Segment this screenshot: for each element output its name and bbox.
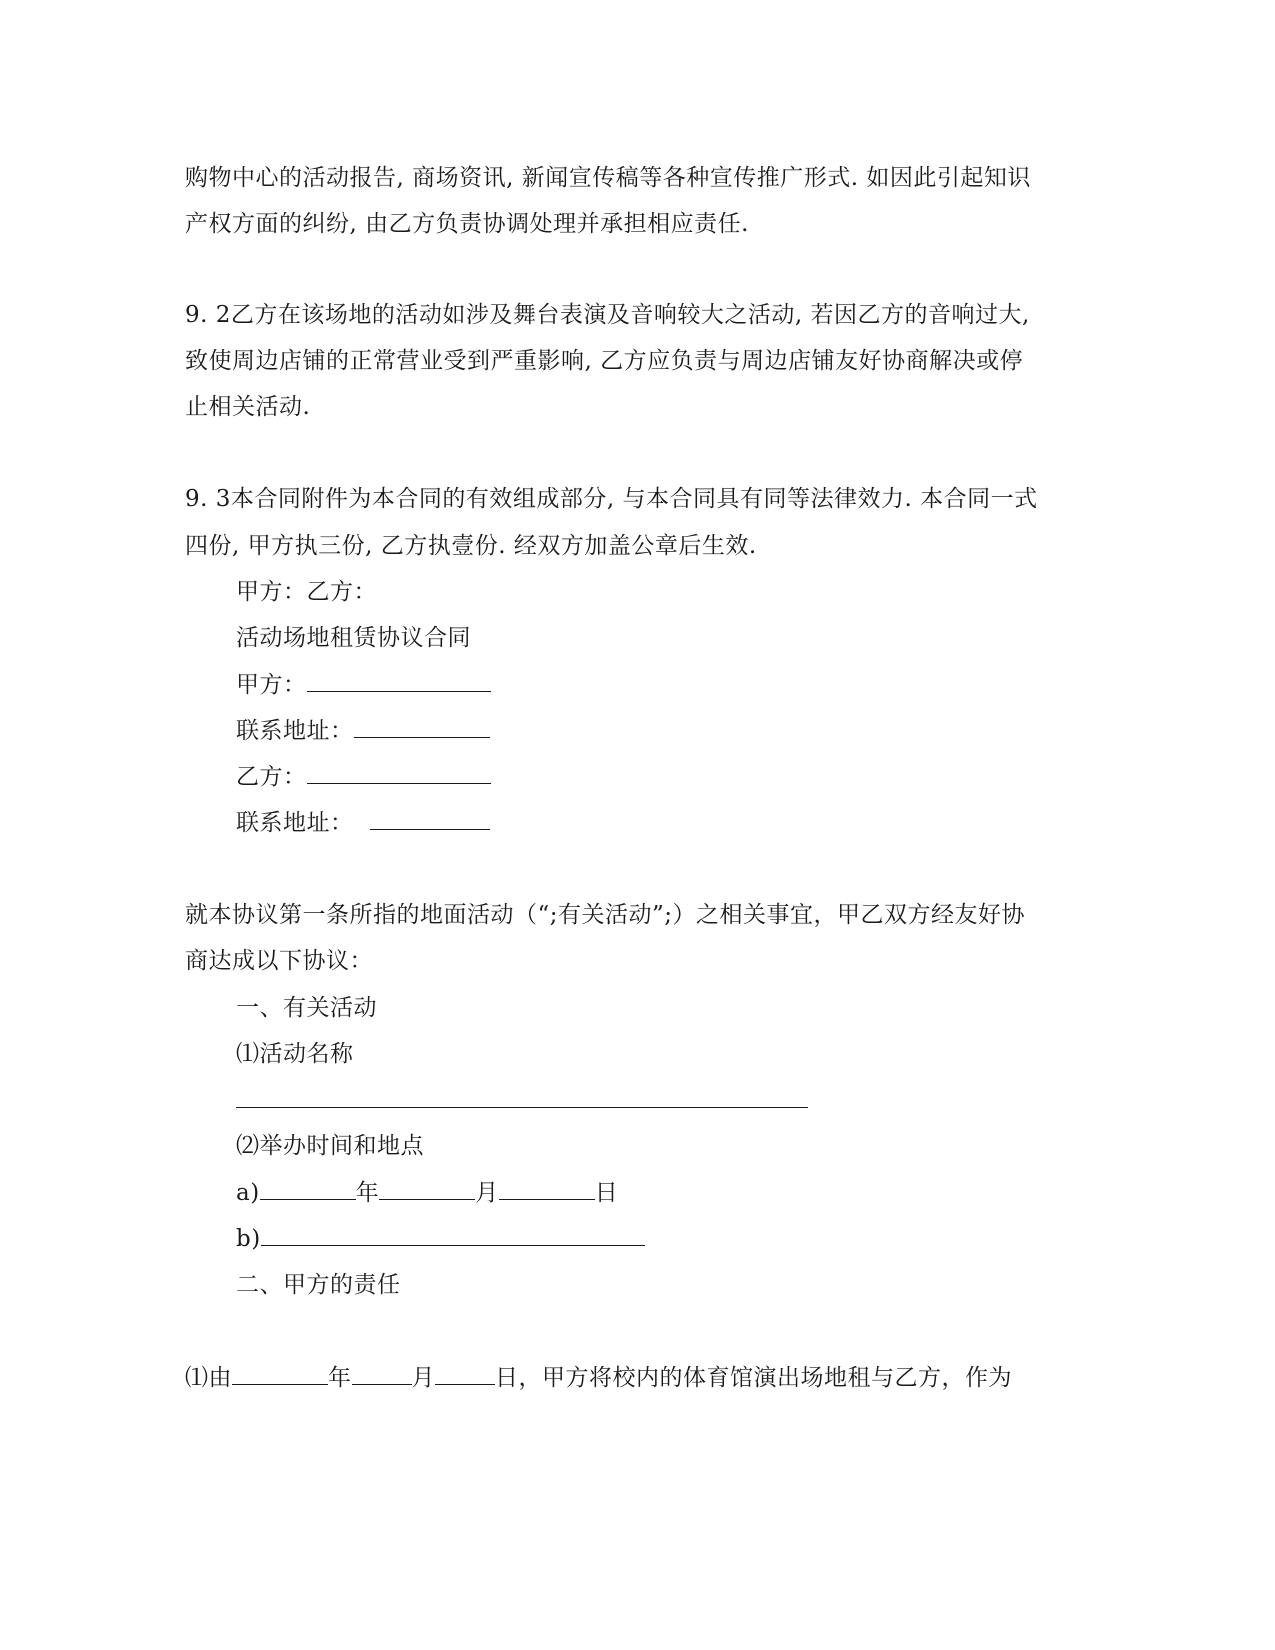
- year-label: 年: [355, 1180, 380, 1206]
- paragraph-line: 9. 2乙方在该场地的活动如涉及舞台表演及音响较大之活动, 若因乙方的音响过大,: [185, 302, 1030, 328]
- month-blank[interactable]: [379, 1177, 475, 1200]
- lease-day-blank[interactable]: [435, 1362, 495, 1385]
- address-b-row: [236, 807, 490, 838]
- signature-parties: 甲方：乙方：: [236, 579, 377, 605]
- party-a-label: 甲方：: [236, 672, 307, 698]
- paragraph-line: 产权方面的纠纷, 由乙方负责协调处理并承担相应责任.: [185, 211, 749, 237]
- lease-date-row: [185, 1362, 1012, 1393]
- address-b-label: 联系地址：: [236, 810, 354, 836]
- year-blank[interactable]: [260, 1177, 356, 1200]
- party-b-row: [236, 761, 491, 792]
- activity-name-label: ⑴活动名称: [236, 1041, 354, 1067]
- section-heading: 一、有关活动: [236, 995, 377, 1021]
- month-label: 月: [475, 1180, 499, 1206]
- lease-day-text: 日，甲方将校内的体育馆演出场地租与乙方，作为: [495, 1365, 1012, 1391]
- date-row: [236, 1177, 618, 1208]
- time-place-label: ⑵举办时间和地点: [236, 1133, 424, 1159]
- party-a-blank[interactable]: [307, 669, 491, 692]
- lease-prefix: ⑴由: [185, 1365, 232, 1391]
- lease-month-blank[interactable]: [352, 1362, 412, 1385]
- lease-year-blank[interactable]: [232, 1362, 328, 1385]
- party-b-label: 乙方：: [236, 764, 307, 790]
- paragraph-line: 商达成以下协议：: [185, 948, 373, 974]
- party-b-blank[interactable]: [307, 761, 491, 784]
- paragraph-line: 致使周边店铺的正常营业受到严重影响, 乙方应负责与周边店铺友好协商解决或停: [185, 348, 1024, 374]
- activity-name-row: [236, 1085, 808, 1116]
- paragraph-line: 购物中心的活动报告, 商场资讯, 新闻宣传稿等各种宣传推广形式. 如因此引起知识: [185, 165, 1031, 191]
- lease-month-label: 月: [411, 1365, 435, 1391]
- activity-name-blank[interactable]: [236, 1085, 808, 1108]
- date-prefix: a): [236, 1180, 260, 1206]
- place-blank[interactable]: [261, 1223, 645, 1246]
- address-a-row: [236, 715, 490, 746]
- day-label: 日: [594, 1180, 619, 1206]
- paragraph-line: 四份, 甲方执三份, 乙方执壹份. 经双方加盖公章后生效.: [185, 533, 757, 559]
- paragraph-line: 止相关活动.: [185, 394, 311, 420]
- paragraph-line: 9. 3本合同附件为本合同的有效组成部分, 与本合同具有同等法律效力. 本合同一式: [185, 486, 1038, 512]
- place-row: [236, 1223, 645, 1254]
- place-prefix: b): [236, 1226, 261, 1252]
- paragraph-line: 就本协议第一条所指的地面活动（“;有关活动”;）之相关事宜，甲乙双方经友好协: [185, 902, 1026, 928]
- section-heading: 二、甲方的责任: [236, 1272, 401, 1298]
- contract-title: 活动场地租赁协议合同: [236, 625, 471, 651]
- party-a-row: [236, 669, 491, 700]
- day-blank[interactable]: [499, 1177, 595, 1200]
- lease-year-label: 年: [328, 1365, 352, 1391]
- address-b-blank[interactable]: [370, 807, 490, 830]
- address-a-label: 联系地址：: [236, 718, 354, 744]
- address-a-blank[interactable]: [354, 715, 490, 738]
